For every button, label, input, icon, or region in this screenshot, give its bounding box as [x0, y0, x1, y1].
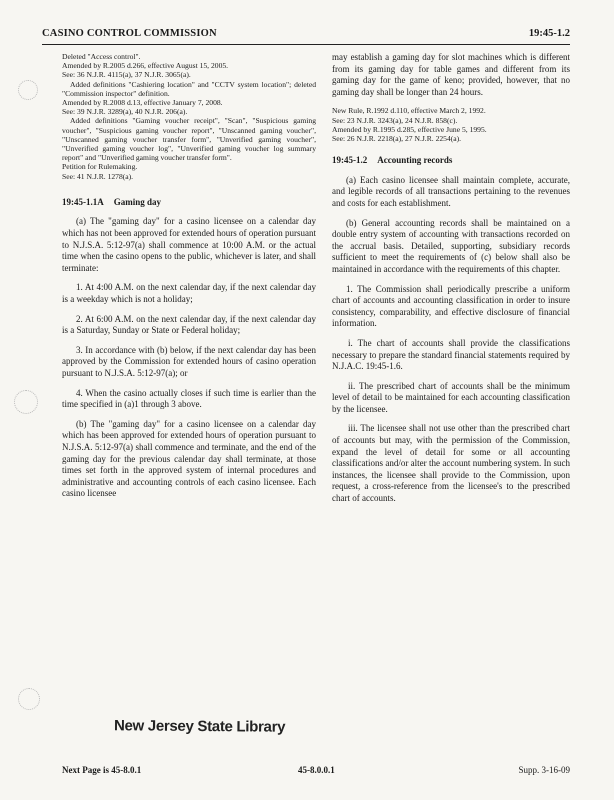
left-column — [62, 52, 316, 508]
history-note: New Rule, R.1992 d.110, effective March 2, 1992. — [332, 106, 486, 116]
list-item: 2. At 6:00 A.M. on the next calendar day, if the next calendar day is a Saturday, Sunday or State or Federal holiday; — [62, 313, 316, 336]
history-note: Deleted "Access control". — [62, 52, 141, 61]
history-note: Added definitions "Cashiering location" and "CCTV system location"; deleted "Commission inspector" definition. — [62, 79, 316, 98]
section-number: 19:45-1.1A — [62, 196, 104, 207]
page-header — [42, 28, 570, 42]
header-title: CASINO CONTROL COMMISSION — [42, 28, 217, 39]
list-item: 4. When the casino actually closes if such time is earlier than the time specified in (a)1 through 3 above. — [62, 387, 316, 410]
section-title: Accounting records — [377, 155, 453, 166]
history-note: Amended by R.1995 d.285, effective June 5, 1995. — [332, 124, 487, 134]
section-title: Gaming day — [113, 196, 162, 207]
paragraph: may establish a gaming day for slot machines which is different from its gaming day for table games and different from its gaming day for the game of keno; provided, however, that no gaming day shall be longer than 24 hours. — [332, 52, 570, 97]
paragraph: (b) General accounting records shall be maintained on a double entry system of accounting with transactions recorded on the accrual basis. Detailed, supporting, subsidiary records sufficient to meet the requirements of (c) below shall also be maintained in accordance with the requirements of this chapter. — [332, 217, 570, 274]
history-note: See: 26 N.J.R. 2218(a), 27 N.J.R. 2254(a). — [332, 133, 462, 143]
list-subitem: i. The chart of accounts shall provide the classifications necessary to prepare the standard financial statements required by N.J.A.C. 19:45-1.6. — [332, 337, 570, 372]
punch-hole-mark — [18, 80, 38, 100]
list-subitem: ii. The prescribed chart of accounts shall be the minimum level of detail to be maintained for each accounting classification by the licensee. — [332, 380, 570, 414]
list-subitem: iii. The licensee shall not use other than the prescribed chart of accounts but may, with the permission of the Commission, expand the level of detail for some or all accounting classifications and/or alter the account numbering system. In such instances, the licensee shall provide to the Commission, upon request, a cross-reference from the licensee's to the prescribed chart of accounts. — [332, 423, 570, 504]
list-item: 1. At 4:00 A.M. on the next calendar day, if the next calendar day is a weekday which is not a holiday; — [62, 282, 316, 304]
list-item: 3. In accordance with (b) below, if the next calendar day has been approved by the Commission for extended hours of casino operation pursuant to N.J.S.A. 5:12-97(a); or — [62, 344, 316, 378]
history-note: Amended by R.2008 d.13, effective January 7, 2008. — [62, 98, 223, 108]
section-heading — [62, 197, 316, 209]
history-notes — [62, 52, 316, 181]
history-note: See: 41 N.J.R. 1278(a). — [62, 171, 134, 181]
section-heading — [332, 155, 570, 167]
history-notes — [332, 106, 570, 143]
punch-hole-mark — [14, 390, 38, 414]
punch-hole-mark — [18, 688, 40, 710]
paragraph: (a) Each casino licensee shall maintain complete, accurate, and legible records of all transactions pertaining to the revenues and costs for each establishment. — [332, 174, 570, 208]
history-note: Amended by R.2005 d.266, effective August 15, 2005. — [62, 61, 229, 71]
history-note: Added definitions "Gaming voucher receipt", "Scan", "Suspicious gaming voucher", "Suspicious gaming voucher report", "Unscanned gaming voucher", "Unscanned gaming voucher transfer form", "Unverified gaming voucher", "Unverified gaming voucher log", "Unverified gaming voucher log summary report" and "Unverified gaming voucher transfer form". — [62, 116, 316, 163]
section-number: 19:45-1.2 — [332, 155, 368, 166]
list-item: 1. The Commission shall periodically prescribe a uniform chart of accounts and accounting classification in order to insure consistency, comparability, and effective disclosure of financial information. — [332, 283, 570, 329]
header-divider — [42, 44, 570, 45]
history-note: See: 23 N.J.R. 3243(a), 24 N.J.R. 858(c). — [332, 115, 458, 125]
history-note: Petition for Rulemaking. — [62, 162, 138, 172]
history-note: See: 36 N.J.R. 4115(a), 37 N.J.R. 3065(a). — [62, 70, 191, 80]
right-column — [332, 52, 570, 513]
supplement-date: Supp. 3-16-09 — [518, 765, 570, 775]
history-note: See: 39 N.J.R. 3289(a), 40 N.J.R. 206(a). — [62, 107, 188, 117]
library-stamp: New Jersey State Library — [113, 717, 286, 736]
next-page-note: Next Page is 45-8.0.1 — [62, 765, 142, 775]
paragraph: (b) The "gaming day" for a casino licensee on a calendar day which has been approved for extended hours of operation pursuant to N.J.S.A. 5:12-97(a) shall commence and terminate, and the end of the gaming day for the previous calendar day shall terminate, at those times set forth in the approved system of internal procedures and administrative and accounting controls of each casino licensee. Each casino licensee — [62, 418, 316, 499]
header-section: 19:45-1.2 — [528, 28, 570, 39]
paragraph: (a) The "gaming day" for a casino licensee on a calendar day which has not been approved for extended hours of operation pursuant to N.J.S.A. 5:12-97(a) shall commence at 10:00 A.M. or the actual time when the casino opens to the public, whichever is later, and shall terminate: — [62, 216, 316, 273]
page-number: 45-8.0.0.1 — [298, 765, 335, 775]
